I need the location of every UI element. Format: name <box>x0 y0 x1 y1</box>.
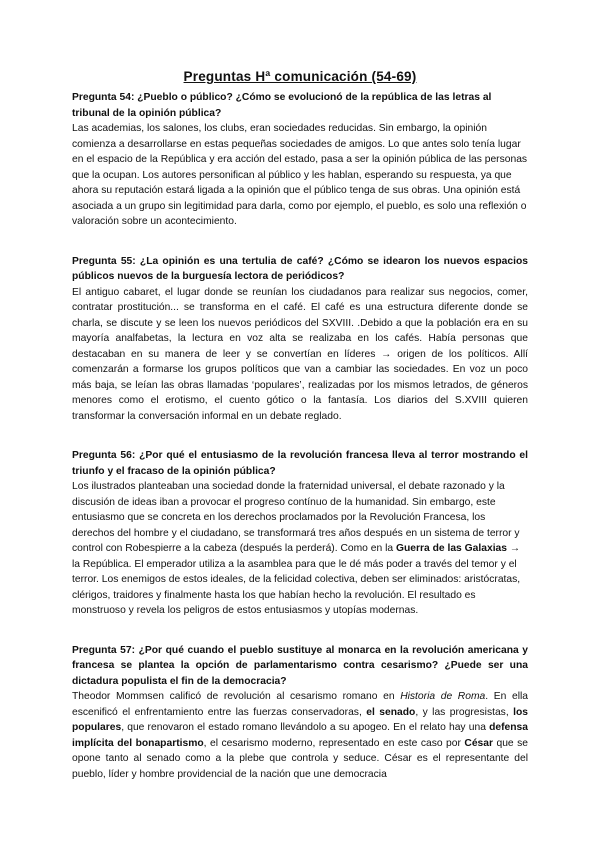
answer-57-text: , y las progresistas, <box>415 706 514 718</box>
answer-57-text: que se opone tanto al senado como a la plebe que controla y seduce. César es el representante del pueblo, líder y hombre providencial de la nación que une democracia <box>72 737 529 780</box>
answer-57-emphasis: César <box>464 737 494 749</box>
answer-56-text: → la República. El emperador utiliza a la asamblea para que le dé más poder a través del temor y el terror. Los enemigos de estos ideales, de la felicidad colectiva, deben ser eliminados: aristócratas, clérigos, traidores y finalmente hasta los que habían hecho la revolución. El resultado es monstruoso y revela los peligros de estos entusiasmos y utopías modernas. <box>72 543 521 616</box>
answer-57-text: Theodor Mommsen calificó de revolución al cesarismo romano en <box>72 691 401 702</box>
answer-57 <box>72 689 528 782</box>
answer-57-emphasis: los populares <box>72 706 529 733</box>
answer-56 <box>72 479 528 619</box>
answer-57-emphasis: el senado <box>366 706 416 718</box>
answer-56-text: Los ilustrados planteaban una sociedad donde la fraternidad universal, el debate razonado y la discusión de ideas iban a provocar el progreso contínuo de la humanidad. Sin embargo, este entusiasmo que se concreta en los derechos proclamados por la Revolución Francesa, los derechos del hombre y el ciudadano, se transformará tres años después en un sistema de terror y control con Robespierre a la cabeza (después la perderá). Como en la <box>72 481 520 554</box>
answer-57-emphasis: defensa implícita del bonapartismo <box>72 722 528 749</box>
page-title: Preguntas Hª comunicación (54-69) <box>183 69 417 84</box>
answer-56-emphasis: Guerra de las Galaxias <box>395 543 508 554</box>
answer-57-text: , el cesarismo moderno, representado en este caso por <box>203 737 465 749</box>
section-gap <box>72 424 528 448</box>
question-57: Pregunta 57: ¿Por qué cuando el pueblo sustituye al monarca en la revolución americana y francesa se plantea la opción de parlamentarismo contra cesarismo? ¿Puede ser una dictadura populista el fin de la democracia? <box>72 644 528 687</box>
answer-54: Las academias, los salones, los clubs, eran sociedades reducidas. Sin embargo, la opinión comienza a desarrollarse en estas pequeñas sociedades de amigos. Lo que antes solo tenía lugar en el espacio de la República y era acción del estado, pasa a ser la opinión pública de las personas que la ocupan. Los autores personifican al público y les hablan, esperando su respuesta, ya que ahora su reputación estará ligada a la opinión que el público tenga de sus obras. Una opinión está asociada a un grupo sin legitimidad para darla, como por ejemplo, el pueblo, es solo una reflexión o valoración sobre un acontecimiento. <box>72 123 528 227</box>
question-54: Pregunta 54: ¿Pueblo o público? ¿Cómo se evolucionó de la república de las letras al tribunal de la opinión pública? <box>72 92 492 119</box>
section-gap <box>72 230 528 254</box>
answer-55: El antiguo cabaret, el lugar donde se reunían los ciudadanos para realizar sus negocios, comer, contratar prostitución... se transforma en el café. El café es una estructura diferente donde se charla, se discute y se leen los nuevos periódicos del SXVIII. .Debido a que la población era en su mayoría analfabetas, la lectura en voz alta se realizaba en los cafés. Había personas que destacaban en su manera de leer y se convertían en líderes → origen de los políticos. Allí comenzarán a formarse los grupos políticos que van a cambiar las sociedades. En voz un poco más baja, se leían las obras llamadas ‘populares’, realizadas por los mismos letrados, de géneros menores como el erotismo, el cuento gótico o la fantasía. Los diarios del S.XVIII quieren transformar la conversación informal en un debate reglado. <box>72 286 528 422</box>
section-gap <box>72 619 528 643</box>
question-56: Pregunta 56: ¿Por qué el entusiasmo de la revolución francesa lleva al terror mostrando el triunfo y el fracaso de la opinión pública? <box>72 450 528 477</box>
question-55: Pregunta 55: ¿La opinión es una tertulia de café? ¿Cómo se idearon los nuevos espacios públicos nuevos de la burguesía lectora de periódicos? <box>72 255 528 282</box>
answer-57-text: , que renovaron el estado romano llevándolo a su apogeo. En el relato hay una <box>121 722 490 733</box>
answer-57-text: . En ella escenificó el enfrentamiento entre las fuerzas conservadoras, <box>72 691 528 718</box>
answer-57-book-title: Historia de Roma <box>400 691 486 702</box>
